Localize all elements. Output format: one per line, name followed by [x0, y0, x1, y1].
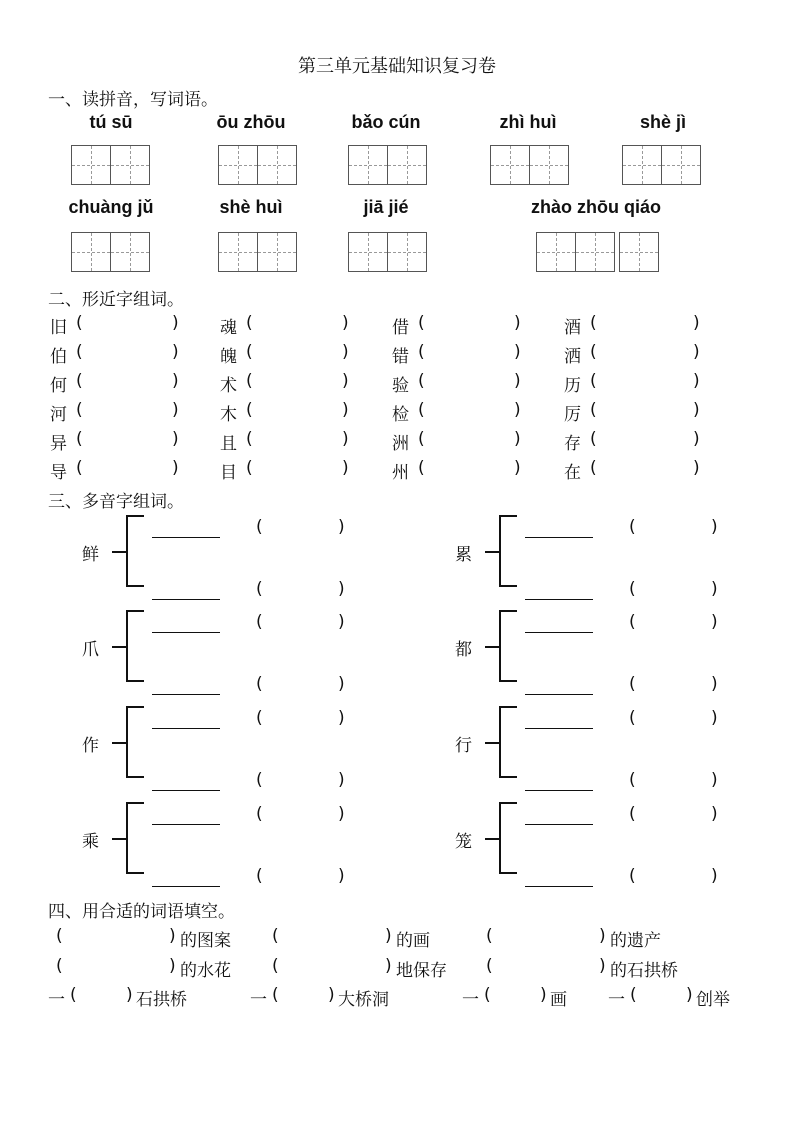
left-paren: (: [256, 708, 263, 728]
pinyin-blank[interactable]: [641, 708, 707, 730]
left-paren: (: [418, 371, 425, 391]
right-paren: ): [711, 708, 718, 728]
tianzige-box[interactable]: [348, 145, 388, 185]
tianzige-box[interactable]: [218, 145, 258, 185]
tianzige-box[interactable]: [257, 145, 297, 185]
word-blank[interactable]: [152, 824, 220, 825]
right-paren: ): [514, 313, 521, 333]
pinyin-blank[interactable]: [268, 866, 334, 888]
writing-grid: [348, 232, 427, 274]
left-paren: (: [629, 804, 636, 824]
phrase-text: 的石拱桥: [610, 961, 678, 981]
section-3-heading: 三、多音字组词。: [48, 492, 184, 512]
word-blank[interactable]: [525, 599, 593, 600]
right-paren: ): [711, 866, 718, 886]
left-paren: (: [418, 313, 425, 333]
word-blank[interactable]: [152, 790, 220, 791]
left-paren: (: [256, 804, 263, 824]
similar-char: 且: [220, 434, 237, 454]
right-paren: ): [599, 956, 606, 976]
left-paren: (: [590, 400, 597, 420]
answer-blank[interactable]: [432, 371, 512, 393]
answer-blank[interactable]: [604, 458, 684, 480]
pinyin-blank[interactable]: [641, 674, 707, 696]
right-paren: ): [514, 371, 521, 391]
right-paren: ): [693, 429, 700, 449]
right-paren: ): [514, 400, 521, 420]
right-paren: ): [540, 985, 547, 1005]
similar-char: 借: [392, 318, 409, 338]
left-paren: (: [629, 770, 636, 790]
left-paren: (: [76, 400, 83, 420]
pinyin-label: ōu zhōu: [216, 112, 286, 132]
brace: [126, 515, 144, 587]
left-paren: (: [590, 458, 597, 478]
phrase-text: 地保存: [396, 961, 447, 981]
right-paren: ): [172, 371, 179, 391]
writing-grid: [490, 145, 569, 187]
left-paren: (: [629, 866, 636, 886]
measure-blank[interactable]: [496, 985, 536, 1007]
right-paren: ): [172, 400, 179, 420]
right-paren: ): [686, 985, 693, 1005]
pinyin-blank[interactable]: [268, 770, 334, 792]
brace: [126, 802, 144, 874]
measure-prefix: 一: [250, 990, 267, 1010]
right-paren: ): [338, 674, 345, 694]
tianzige-box[interactable]: [71, 232, 111, 272]
answer-blank[interactable]: [432, 342, 512, 364]
pinyin-blank[interactable]: [641, 517, 707, 539]
left-paren: (: [246, 371, 253, 391]
similar-char: 洒: [564, 347, 581, 367]
phrase-text: 大桥洞: [338, 990, 389, 1010]
tianzige-box[interactable]: [110, 232, 150, 272]
section-1-heading: 一、读拼音，写词语。: [48, 90, 218, 110]
measure-blank[interactable]: [642, 985, 682, 1007]
right-paren: ): [342, 458, 349, 478]
right-paren: ): [172, 342, 179, 362]
similar-char: 导: [50, 463, 67, 483]
word-blank[interactable]: [525, 728, 593, 729]
left-paren: (: [56, 926, 63, 946]
left-paren: (: [246, 313, 253, 333]
similar-char: 历: [564, 376, 581, 396]
pinyin-blank[interactable]: [641, 866, 707, 888]
tianzige-box[interactable]: [575, 232, 615, 272]
left-paren: (: [70, 985, 77, 1005]
right-paren: ): [711, 770, 718, 790]
tianzige-box[interactable]: [218, 232, 258, 272]
answer-blank[interactable]: [90, 400, 170, 422]
answer-blank[interactable]: [500, 926, 596, 948]
pinyin-label: bǎo cún: [351, 112, 421, 132]
measure-prefix: 一: [48, 990, 65, 1010]
similar-char: 旧: [50, 318, 67, 338]
word-blank[interactable]: [525, 824, 593, 825]
answer-blank[interactable]: [90, 371, 170, 393]
brace-stub: [485, 646, 499, 648]
tianzige-box[interactable]: [490, 145, 530, 185]
answer-blank[interactable]: [70, 956, 166, 978]
answer-blank[interactable]: [500, 956, 596, 978]
polyphone-char: 行: [455, 736, 472, 756]
tianzige-box[interactable]: [661, 145, 701, 185]
pinyin-blank[interactable]: [268, 612, 334, 634]
answer-blank[interactable]: [604, 342, 684, 364]
answer-blank[interactable]: [432, 429, 512, 451]
left-paren: (: [56, 956, 63, 976]
brace: [499, 802, 517, 874]
polyphone-char: 笼: [455, 832, 472, 852]
polyphone-char: 都: [455, 640, 472, 660]
left-paren: (: [486, 956, 493, 976]
tianzige-box[interactable]: [536, 232, 576, 272]
tianzige-box[interactable]: [387, 232, 427, 272]
left-paren: (: [630, 985, 637, 1005]
polyphone-char: 作: [82, 736, 99, 756]
answer-blank[interactable]: [604, 313, 684, 335]
brace-stub: [112, 551, 126, 553]
right-paren: ): [169, 926, 176, 946]
right-paren: ): [172, 313, 179, 333]
word-blank[interactable]: [152, 728, 220, 729]
polyphone-char: 鲜: [82, 545, 99, 565]
left-paren: (: [629, 612, 636, 632]
pinyin-blank[interactable]: [268, 674, 334, 696]
writing-grid: [218, 145, 297, 187]
left-paren: (: [590, 371, 597, 391]
word-blank[interactable]: [525, 790, 593, 791]
word-blank[interactable]: [152, 537, 220, 538]
brace: [126, 610, 144, 682]
answer-blank[interactable]: [90, 342, 170, 364]
right-paren: ): [693, 313, 700, 333]
right-paren: ): [711, 517, 718, 537]
answer-blank[interactable]: [604, 400, 684, 422]
word-blank[interactable]: [152, 694, 220, 695]
word-blank[interactable]: [152, 886, 220, 887]
right-paren: ): [711, 674, 718, 694]
answer-blank[interactable]: [604, 429, 684, 451]
pinyin-label: zhào zhōu qiáo: [531, 197, 661, 217]
similar-char: 异: [50, 434, 67, 454]
section-2-heading: 二、形近字组词。: [48, 290, 184, 310]
left-paren: (: [590, 429, 597, 449]
similar-char: 魂: [220, 318, 237, 338]
left-paren: (: [246, 342, 253, 362]
left-paren: (: [418, 342, 425, 362]
brace-stub: [112, 742, 126, 744]
left-paren: (: [76, 429, 83, 449]
pinyin-blank[interactable]: [641, 770, 707, 792]
left-paren: (: [76, 371, 83, 391]
word-blank[interactable]: [525, 537, 593, 538]
answer-blank[interactable]: [70, 926, 166, 948]
left-paren: (: [246, 429, 253, 449]
page-title: 第三单元基础知识复习卷: [298, 56, 496, 77]
answer-blank[interactable]: [260, 400, 340, 422]
phrase-text: 的遗产: [610, 931, 661, 951]
similar-char: 河: [50, 405, 67, 425]
measure-prefix: 一: [608, 990, 625, 1010]
right-paren: ): [328, 985, 335, 1005]
word-blank[interactable]: [525, 886, 593, 887]
right-paren: ): [342, 400, 349, 420]
answer-blank[interactable]: [604, 371, 684, 393]
right-paren: ): [338, 579, 345, 599]
polyphone-char: 爪: [82, 640, 99, 660]
right-paren: ): [385, 956, 392, 976]
similar-char: 存: [564, 434, 581, 454]
pinyin-blank[interactable]: [641, 612, 707, 634]
left-paren: (: [272, 956, 279, 976]
left-paren: (: [256, 770, 263, 790]
tianzige-box[interactable]: [387, 145, 427, 185]
left-paren: (: [76, 342, 83, 362]
right-paren: ): [693, 342, 700, 362]
answer-blank[interactable]: [260, 342, 340, 364]
answer-blank[interactable]: [260, 458, 340, 480]
right-paren: ): [514, 458, 521, 478]
right-paren: ): [338, 866, 345, 886]
pinyin-label: shè jì: [639, 112, 687, 132]
phrase-text: 画: [550, 990, 567, 1010]
left-paren: (: [256, 866, 263, 886]
brace-stub: [485, 838, 499, 840]
pinyin-blank[interactable]: [268, 804, 334, 826]
left-paren: (: [246, 458, 253, 478]
right-paren: ): [693, 371, 700, 391]
brace-stub: [485, 551, 499, 553]
answer-blank[interactable]: [286, 926, 382, 948]
tianzige-box[interactable]: [622, 145, 662, 185]
word-blank[interactable]: [152, 599, 220, 600]
pinyin-blank[interactable]: [268, 708, 334, 730]
phrase-text: 的图案: [180, 931, 231, 951]
left-paren: (: [418, 458, 425, 478]
section-4-heading: 四、用合适的词语填空。: [48, 902, 235, 922]
right-paren: ): [342, 429, 349, 449]
answer-blank[interactable]: [90, 458, 170, 480]
left-paren: (: [76, 313, 83, 333]
similar-char: 检: [392, 405, 409, 425]
left-paren: (: [76, 458, 83, 478]
right-paren: ): [599, 926, 606, 946]
answer-blank[interactable]: [90, 429, 170, 451]
writing-grid: [348, 145, 427, 187]
similar-char: 魄: [220, 347, 237, 367]
left-paren: (: [272, 985, 279, 1005]
right-paren: ): [342, 342, 349, 362]
writing-grid: [218, 232, 297, 274]
pinyin-label: shè huì: [219, 197, 283, 217]
left-paren: (: [418, 429, 425, 449]
right-paren: ): [172, 429, 179, 449]
similar-char: 厉: [564, 405, 581, 425]
right-paren: ): [338, 612, 345, 632]
right-paren: ): [693, 458, 700, 478]
right-paren: ): [385, 926, 392, 946]
left-paren: (: [272, 926, 279, 946]
writing-grid: [71, 232, 150, 274]
writing-grid: [536, 232, 659, 274]
right-paren: ): [169, 956, 176, 976]
right-paren: ): [711, 579, 718, 599]
phrase-text: 的画: [396, 931, 430, 951]
right-paren: ): [338, 804, 345, 824]
answer-blank[interactable]: [286, 956, 382, 978]
brace-stub: [112, 838, 126, 840]
left-paren: (: [629, 579, 636, 599]
right-paren: ): [342, 313, 349, 333]
phrase-text: 石拱桥: [136, 990, 187, 1010]
left-paren: (: [629, 674, 636, 694]
left-paren: (: [256, 517, 263, 537]
tianzige-box[interactable]: [619, 232, 659, 272]
phrase-text: 的水花: [180, 961, 231, 981]
pinyin-label: jiā jié: [363, 197, 409, 217]
similar-char: 洲: [392, 434, 409, 454]
similar-char: 目: [220, 463, 237, 483]
left-paren: (: [590, 342, 597, 362]
similar-char: 错: [392, 347, 409, 367]
similar-char: 在: [564, 463, 581, 483]
right-paren: ): [514, 429, 521, 449]
brace-stub: [485, 742, 499, 744]
left-paren: (: [629, 708, 636, 728]
right-paren: ): [342, 371, 349, 391]
left-paren: (: [418, 400, 425, 420]
answer-blank[interactable]: [260, 371, 340, 393]
right-paren: ): [126, 985, 133, 1005]
right-paren: ): [514, 342, 521, 362]
tianzige-box[interactable]: [348, 232, 388, 272]
left-paren: (: [256, 612, 263, 632]
similar-char: 州: [392, 463, 409, 483]
pinyin-blank[interactable]: [268, 579, 334, 601]
similar-char: 伯: [50, 347, 67, 367]
answer-blank[interactable]: [90, 313, 170, 335]
pinyin-label: chuàng jǔ: [68, 197, 154, 217]
brace: [499, 610, 517, 682]
pinyin-label: zhì huì: [499, 112, 557, 132]
pinyin-label: tú sū: [89, 112, 133, 132]
writing-grid: [622, 145, 701, 187]
answer-blank[interactable]: [260, 429, 340, 451]
pinyin-blank[interactable]: [268, 517, 334, 539]
word-blank[interactable]: [525, 632, 593, 633]
brace: [499, 515, 517, 587]
measure-blank[interactable]: [284, 985, 324, 1007]
right-paren: ): [338, 517, 345, 537]
similar-char: 何: [50, 376, 67, 396]
similar-char: 验: [392, 376, 409, 396]
writing-grid: [71, 145, 150, 187]
similar-char: 术: [220, 376, 237, 396]
brace-stub: [112, 646, 126, 648]
left-paren: (: [484, 985, 491, 1005]
answer-blank[interactable]: [432, 458, 512, 480]
word-blank[interactable]: [525, 694, 593, 695]
right-paren: ): [338, 770, 345, 790]
answer-blank[interactable]: [432, 400, 512, 422]
left-paren: (: [590, 313, 597, 333]
measure-prefix: 一: [462, 990, 479, 1010]
answer-blank[interactable]: [260, 313, 340, 335]
left-paren: (: [246, 400, 253, 420]
brace: [126, 706, 144, 778]
answer-blank[interactable]: [432, 313, 512, 335]
polyphone-char: 乘: [82, 832, 99, 852]
measure-blank[interactable]: [82, 985, 122, 1007]
similar-char: 木: [220, 405, 237, 425]
tianzige-box[interactable]: [257, 232, 297, 272]
left-paren: (: [629, 517, 636, 537]
word-blank[interactable]: [152, 632, 220, 633]
right-paren: ): [338, 708, 345, 728]
right-paren: ): [711, 804, 718, 824]
similar-char: 酒: [564, 318, 581, 338]
phrase-text: 创举: [696, 990, 730, 1010]
brace: [499, 706, 517, 778]
pinyin-blank[interactable]: [641, 804, 707, 826]
right-paren: ): [711, 612, 718, 632]
right-paren: ): [693, 400, 700, 420]
pinyin-blank[interactable]: [641, 579, 707, 601]
right-paren: ): [172, 458, 179, 478]
tianzige-box[interactable]: [71, 145, 111, 185]
polyphone-char: 累: [455, 545, 472, 565]
left-paren: (: [256, 579, 263, 599]
tianzige-box[interactable]: [110, 145, 150, 185]
left-paren: (: [256, 674, 263, 694]
left-paren: (: [486, 926, 493, 946]
tianzige-box[interactable]: [529, 145, 569, 185]
